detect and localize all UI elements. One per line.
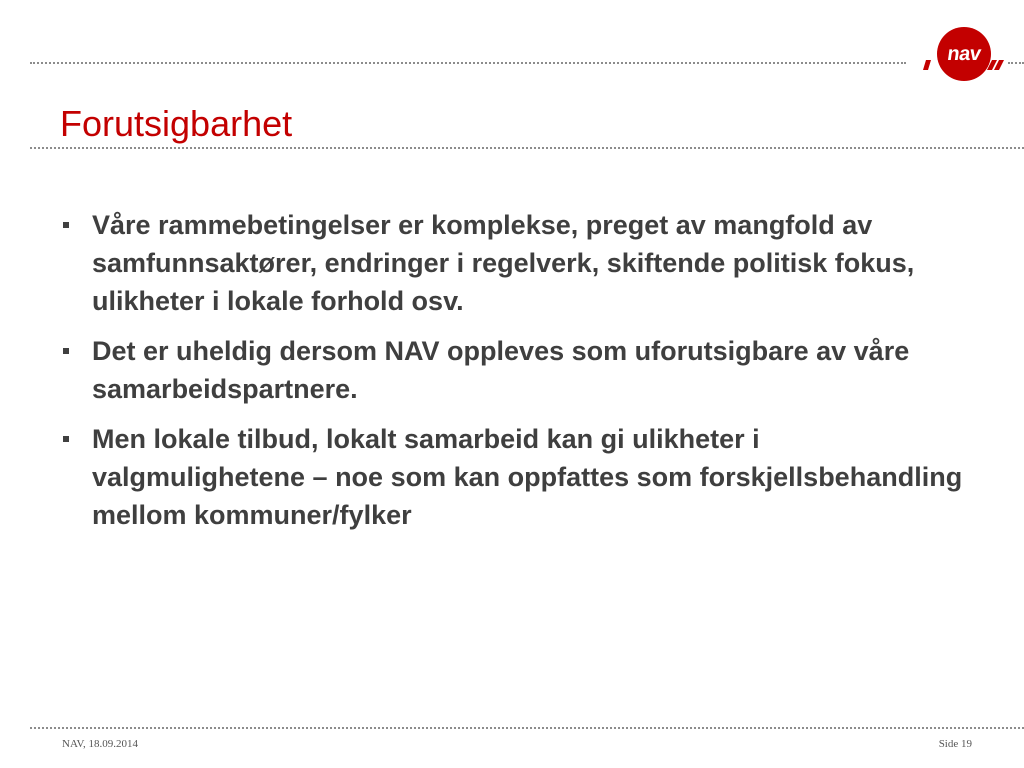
footer-date: NAV, 18.09.2014 [62, 738, 138, 750]
bullet-text: Våre rammebetingelser er komplekse, preget av mangfold av samfunnsaktører, endringer i regelverk, skiftende politisk fokus, ulikheter i lokale forhold osv. [92, 210, 915, 316]
header-divider [30, 62, 906, 64]
bullet-square-icon [63, 436, 69, 442]
bullet-text: Det er uheldig dersom NAV oppleves som uforutsigbare av våre samarbeidspartnere. [92, 336, 910, 404]
title-divider [30, 147, 1024, 149]
footer-divider [30, 727, 1024, 729]
bullet-square-icon [63, 222, 69, 228]
bullet-square-icon [63, 348, 69, 354]
logo-text: nav [946, 42, 983, 65]
bullet-item [60, 332, 980, 408]
bullet-item [60, 206, 980, 320]
nav-logo [920, 26, 1006, 82]
slide-title: Forutsigbarhet [60, 103, 293, 144]
header-divider-right [1008, 62, 1024, 64]
bullet-item [60, 420, 980, 534]
page-number: Side 19 [938, 738, 972, 750]
bullet-text: Men lokale tilbud, lokalt samarbeid kan gi ulikheter i valgmulighetene – noe som kan oppfattes som forskjellsbehandling mellom kommuner/fylker [92, 424, 963, 530]
bullet-list [60, 206, 980, 546]
